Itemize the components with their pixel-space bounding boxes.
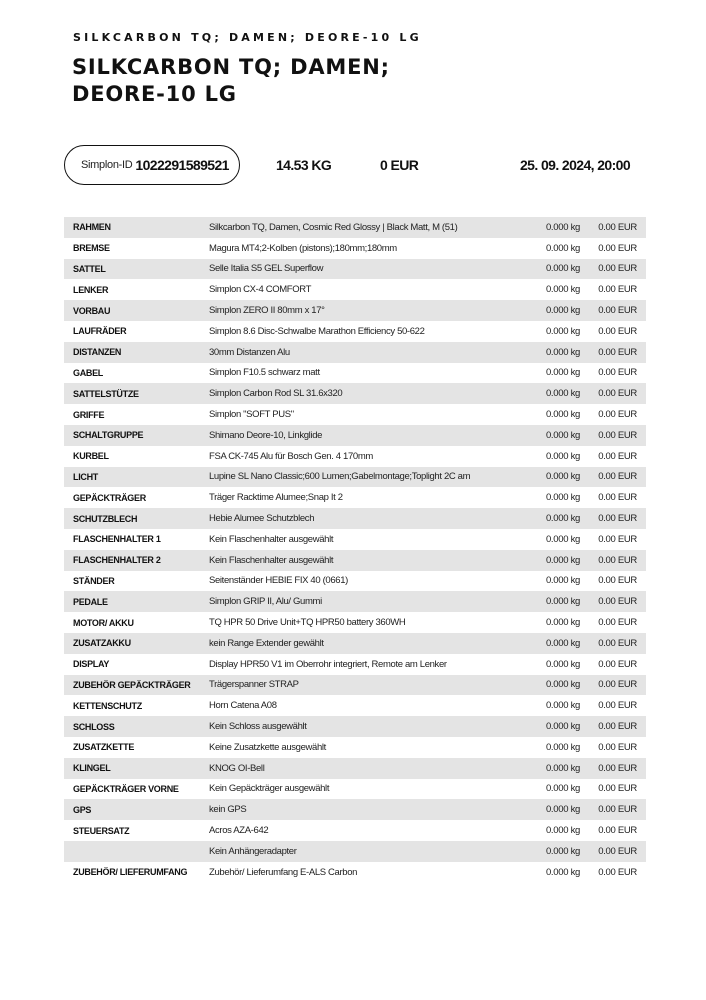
summary-row [64,145,644,189]
part-row [64,737,646,758]
part-category-label: PEDALE [64,591,209,612]
part-description: Simplon GRIP II, Alu/ Gummi [209,591,529,612]
part-row [64,508,646,529]
part-description: Shimano Deore-10, Linkglide [209,425,529,446]
part-category-label: SATTELSTÜTZE [64,383,209,404]
part-price: 0.00 EUR [580,758,646,779]
part-weight: 0.000 kg [529,675,580,696]
page-title: SILKCARBON TQ; DAMEN; DEORE-10 LG [72,55,390,106]
part-price: 0.00 EUR [580,862,646,883]
part-description: Simplon F10.5 schwarz matt [209,363,529,384]
part-row [64,862,646,883]
part-description: 30mm Distanzen Alu [209,342,529,363]
part-category-label: KLINGEL [64,758,209,779]
part-row [64,446,646,467]
part-weight: 0.000 kg [529,467,580,488]
part-category-label: FLASCHENHALTER 2 [64,550,209,571]
part-price: 0.00 EUR [580,363,646,384]
part-row [64,404,646,425]
part-weight: 0.000 kg [529,487,580,508]
part-category-label: LAUFRÄDER [64,321,209,342]
part-row [64,279,646,300]
part-price: 0.00 EUR [580,820,646,841]
part-weight: 0.000 kg [529,425,580,446]
part-weight: 0.000 kg [529,238,580,259]
part-row [64,300,646,321]
part-category-label: MOTOR/ AKKU [64,612,209,633]
part-weight: 0.000 kg [529,550,580,571]
part-description: Silkcarbon TQ, Damen, Cosmic Red Glossy | Black Matt, M (51) [209,217,529,238]
part-row [64,467,646,488]
part-weight: 0.000 kg [529,779,580,800]
total-weight: 14.53 KG [276,157,332,173]
part-price: 0.00 EUR [580,300,646,321]
part-description: Seitenständer HEBIE FIX 40 (0661) [209,571,529,592]
part-weight: 0.000 kg [529,259,580,280]
part-category-label: VORBAU [64,300,209,321]
part-row [64,779,646,800]
part-price: 0.00 EUR [580,695,646,716]
part-weight: 0.000 kg [529,571,580,592]
part-price: 0.00 EUR [580,217,646,238]
parts-table [64,217,646,883]
part-row [64,487,646,508]
part-category-label: DISTANZEN [64,342,209,363]
part-weight: 0.000 kg [529,633,580,654]
part-weight: 0.000 kg [529,820,580,841]
part-weight: 0.000 kg [529,862,580,883]
part-row [64,425,646,446]
part-description: Keine Zusatzkette ausgewählt [209,737,529,758]
part-description: Kein Flaschenhalter ausgewählt [209,529,529,550]
part-row [64,259,646,280]
part-category-label: GRIFFE [64,404,209,425]
part-row [64,342,646,363]
part-category-label: GPS [64,799,209,820]
part-weight: 0.000 kg [529,508,580,529]
part-category-label: GABEL [64,363,209,384]
part-description: Simplon Carbon Rod SL 31.6x320 [209,383,529,404]
part-row [64,571,646,592]
total-price: 0 EUR [380,157,419,173]
part-weight: 0.000 kg [529,591,580,612]
part-description: Acros AZA-642 [209,820,529,841]
part-row [64,363,646,384]
part-description: Kein Flaschenhalter ausgewählt [209,550,529,571]
part-row [64,591,646,612]
part-category-label: BREMSE [64,238,209,259]
part-category-label: SCHUTZBLECH [64,508,209,529]
part-description: Selle Italia S5 GEL Superflow [209,259,529,280]
part-category-label: STEUERSATZ [64,820,209,841]
configuration-date: 25. 09. 2024, 20:00 [520,157,631,173]
part-price: 0.00 EUR [580,779,646,800]
part-weight: 0.000 kg [529,695,580,716]
part-description: FSA CK-745 Alu für Bosch Gen. 4 170mm [209,446,529,467]
part-weight: 0.000 kg [529,300,580,321]
part-description: Hebie Alumee Schutzblech [209,508,529,529]
part-category-label: ZUBEHÖR GEPÄCKTRÄGER [64,675,209,696]
part-category-label: STÄNDER [64,571,209,592]
part-price: 0.00 EUR [580,321,646,342]
part-category-label: KETTENSCHUTZ [64,695,209,716]
part-price: 0.00 EUR [580,404,646,425]
part-description: Simplon 8.6 Disc-Schwalbe Marathon Efficiency 50-622 [209,321,529,342]
parts-table-body [64,217,646,883]
part-row [64,529,646,550]
part-row [64,217,646,238]
part-weight: 0.000 kg [529,612,580,633]
part-price: 0.00 EUR [580,633,646,654]
part-weight: 0.000 kg [529,758,580,779]
part-description: Kein Schloss ausgewählt [209,716,529,737]
part-price: 0.00 EUR [580,737,646,758]
part-weight: 0.000 kg [529,841,580,862]
part-description: kein GPS [209,799,529,820]
part-price: 0.00 EUR [580,612,646,633]
part-price: 0.00 EUR [580,467,646,488]
part-row [64,321,646,342]
part-price: 0.00 EUR [580,425,646,446]
part-weight: 0.000 kg [529,737,580,758]
part-price: 0.00 EUR [580,279,646,300]
part-description: Simplon CX-4 COMFORT [209,279,529,300]
part-row [64,612,646,633]
part-weight: 0.000 kg [529,716,580,737]
part-weight: 0.000 kg [529,363,580,384]
part-description: Horn Catena A08 [209,695,529,716]
part-category-label: KURBEL [64,446,209,467]
simplon-id-value: 1022291589521 [135,157,229,173]
part-row [64,758,646,779]
part-price: 0.00 EUR [580,654,646,675]
simplon-id-label: Simplon-ID [81,159,133,171]
part-description: Zubehör/ Lieferumfang E-ALS Carbon [209,862,529,883]
part-description: Display HPR50 V1 im Oberrohr integriert, Remote am Lenker [209,654,529,675]
part-category-label: ZUSATZAKKU [64,633,209,654]
part-price: 0.00 EUR [580,841,646,862]
part-price: 0.00 EUR [580,238,646,259]
part-price: 0.00 EUR [580,675,646,696]
part-description: Simplon ZERO II 80mm x 17° [209,300,529,321]
part-row [64,383,646,404]
part-weight: 0.000 kg [529,217,580,238]
part-description: Kein Anhängeradapter [209,841,529,862]
part-description: TQ HPR 50 Drive Unit+TQ HPR50 battery 360WH [209,612,529,633]
part-weight: 0.000 kg [529,279,580,300]
part-category-label: ZUSATZKETTE [64,737,209,758]
part-price: 0.00 EUR [580,591,646,612]
part-category-label: SATTEL [64,259,209,280]
part-description: Träger Racktime Alumee;Snap It 2 [209,487,529,508]
part-price: 0.00 EUR [580,383,646,404]
part-category-label: GEPÄCKTRÄGER VORNE [64,779,209,800]
part-category-label [64,841,209,862]
part-row [64,695,646,716]
part-row [64,633,646,654]
part-weight: 0.000 kg [529,321,580,342]
part-price: 0.00 EUR [580,716,646,737]
part-category-label: FLASCHENHALTER 1 [64,529,209,550]
part-row [64,675,646,696]
part-price: 0.00 EUR [580,799,646,820]
part-weight: 0.000 kg [529,799,580,820]
part-description: Kein Gepäckträger ausgewählt [209,779,529,800]
part-category-label: SCHALTGRUPPE [64,425,209,446]
part-category-label: RAHMEN [64,217,209,238]
part-weight: 0.000 kg [529,654,580,675]
part-weight: 0.000 kg [529,446,580,467]
part-price: 0.00 EUR [580,342,646,363]
part-description: Simplon "SOFT PUS" [209,404,529,425]
part-row [64,654,646,675]
part-row [64,841,646,862]
part-price: 0.00 EUR [580,571,646,592]
part-description: kein Range Extender gewählt [209,633,529,654]
part-category-label: LICHT [64,467,209,488]
part-category-label: DISPLAY [64,654,209,675]
part-weight: 0.000 kg [529,529,580,550]
part-price: 0.00 EUR [580,508,646,529]
part-description: KNOG OI-Bell [209,758,529,779]
part-price: 0.00 EUR [580,550,646,571]
header-small-title: SILKCARBON TQ; DAMEN; DEORE-10 LG [73,31,422,44]
part-description: Trägerspanner STRAP [209,675,529,696]
simplon-id-badge [64,145,240,185]
part-category-label: ZUBEHÖR/ LIEFERUMFANG [64,862,209,883]
part-category-label: LENKER [64,279,209,300]
part-row [64,716,646,737]
part-price: 0.00 EUR [580,487,646,508]
part-row [64,550,646,571]
part-weight: 0.000 kg [529,342,580,363]
part-row [64,799,646,820]
part-category-label: SCHLOSS [64,716,209,737]
part-weight: 0.000 kg [529,383,580,404]
part-weight: 0.000 kg [529,404,580,425]
part-description: Magura MT4;2-Kolben (pistons);180mm;180mm [209,238,529,259]
part-description: Lupine SL Nano Classic;600 Lumen;Gabelmontage;Toplight 2C am [209,467,529,488]
part-price: 0.00 EUR [580,446,646,467]
part-price: 0.00 EUR [580,259,646,280]
part-row [64,238,646,259]
part-price: 0.00 EUR [580,529,646,550]
part-category-label: GEPÄCKTRÄGER [64,487,209,508]
part-row [64,820,646,841]
